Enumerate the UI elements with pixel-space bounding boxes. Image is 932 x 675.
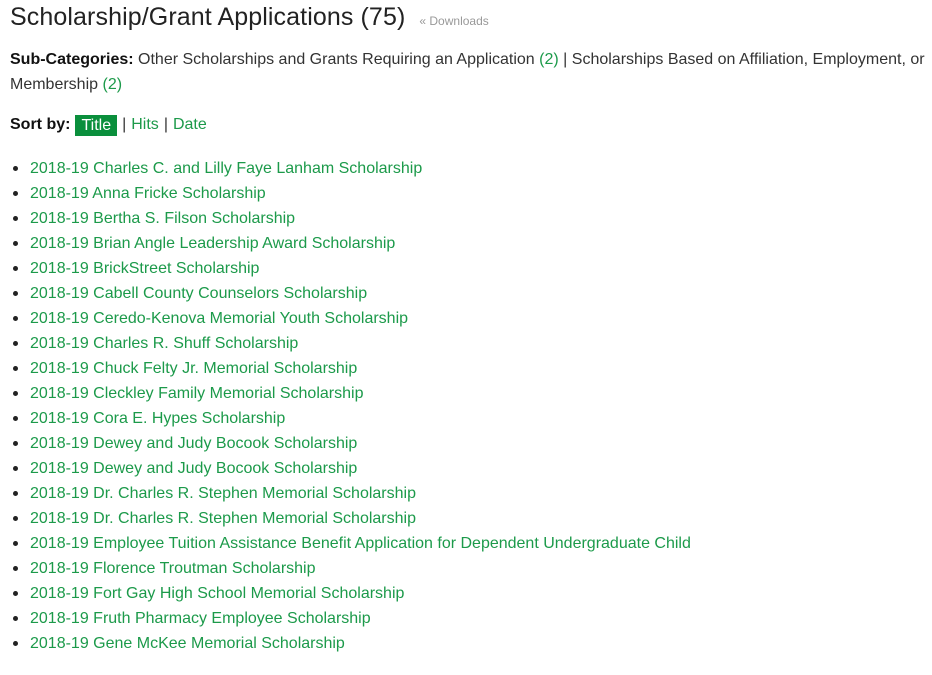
bullet-icon <box>13 441 18 446</box>
list-item <box>10 356 932 381</box>
list-item <box>10 181 932 206</box>
bullet-icon <box>13 541 18 546</box>
scholarship-link[interactable]: 2018-19 Chuck Felty Jr. Memorial Scholarship <box>30 360 358 377</box>
bullet-icon <box>13 291 18 296</box>
scholarship-link[interactable]: 2018-19 Employee Tuition Assistance Benefit Application for Dependent Undergraduate Child <box>30 535 691 552</box>
scholarship-link[interactable]: 2018-19 Dr. Charles R. Stephen Memorial Scholarship <box>30 485 416 502</box>
list-item <box>10 631 932 656</box>
sort-hits-link[interactable]: Hits <box>131 116 159 133</box>
bullet-icon <box>13 216 18 221</box>
list-item <box>10 556 932 581</box>
list-item <box>10 606 932 631</box>
bullet-icon <box>13 616 18 621</box>
subcategory-affiliation-link[interactable]: Scholarships Based on Affiliation, Employment, or Membership <box>10 51 925 93</box>
list-item <box>10 431 932 456</box>
list-item <box>10 381 932 406</box>
scholarship-list <box>10 156 932 656</box>
subcategory-other-scholarships-count: (2) <box>539 51 559 68</box>
scholarship-link[interactable]: 2018-19 Anna Fricke Scholarship <box>30 185 266 202</box>
scholarship-link[interactable]: 2018-19 Cleckley Family Memorial Scholarship <box>30 385 364 402</box>
scholarship-link[interactable]: 2018-19 Florence Troutman Scholarship <box>30 560 316 577</box>
title-row <box>10 3 932 37</box>
sort-by-label: Sort by: <box>10 116 71 133</box>
scholarship-link[interactable]: 2018-19 Dr. Charles R. Stephen Memorial Scholarship <box>30 510 416 527</box>
list-item <box>10 331 932 356</box>
list-item <box>10 306 932 331</box>
bullet-icon <box>13 316 18 321</box>
sub-categories <box>10 47 930 97</box>
list-item <box>10 281 932 306</box>
bullet-icon <box>13 516 18 521</box>
scholarship-link[interactable]: 2018-19 Cora E. Hypes Scholarship <box>30 410 286 427</box>
bullet-icon <box>13 366 18 371</box>
list-item <box>10 506 932 531</box>
list-item <box>10 231 932 256</box>
scholarship-link[interactable]: 2018-19 BrickStreet Scholarship <box>30 260 260 277</box>
scholarship-link[interactable]: 2018-19 Brian Angle Leadership Award Scholarship <box>30 235 396 252</box>
bullet-icon <box>13 391 18 396</box>
list-item <box>10 406 932 431</box>
list-item <box>10 206 932 231</box>
subcategory-other-scholarships-link[interactable]: Other Scholarships and Grants Requiring an Application <box>138 51 535 68</box>
bullet-icon <box>13 491 18 496</box>
scholarship-link[interactable]: 2018-19 Bertha S. Filson Scholarship <box>30 210 296 227</box>
list-item <box>10 456 932 481</box>
bullet-icon <box>13 341 18 346</box>
sub-categories-label: Sub-Categories: <box>10 51 134 68</box>
list-item <box>10 156 932 181</box>
scholarship-link[interactable]: 2018-19 Charles C. and Lilly Faye Lanham Scholarship <box>30 160 423 177</box>
list-item <box>10 581 932 606</box>
sort-separator: | <box>163 116 168 133</box>
downloads-link[interactable]: « Downloads <box>419 14 489 28</box>
subcategory-affiliation-count: (2) <box>102 76 123 93</box>
scholarship-link[interactable]: 2018-19 Ceredo-Kenova Memorial Youth Scholarship <box>30 310 409 327</box>
bullet-icon <box>13 416 18 421</box>
page-title: Scholarship/Grant Applications (75) <box>10 3 406 31</box>
subcategory-separator: | <box>563 51 568 68</box>
bullet-icon <box>13 166 18 171</box>
scholarship-link[interactable]: 2018-19 Cabell County Counselors Scholarship <box>30 285 368 302</box>
scholarship-link[interactable]: 2018-19 Dewey and Judy Bocook Scholarship <box>30 460 358 477</box>
list-item <box>10 256 932 281</box>
bullet-icon <box>13 641 18 646</box>
list-item <box>10 481 932 506</box>
scholarship-link[interactable]: 2018-19 Dewey and Judy Bocook Scholarship <box>30 435 358 452</box>
bullet-icon <box>13 566 18 571</box>
sort-date-link[interactable]: Date <box>172 116 207 133</box>
scholarship-link[interactable]: 2018-19 Fort Gay High School Memorial Scholarship <box>30 585 405 602</box>
list-item <box>10 531 932 556</box>
scholarship-link[interactable]: 2018-19 Charles R. Shuff Scholarship <box>30 335 299 352</box>
sort-separator: | <box>122 116 127 133</box>
bullet-icon <box>13 266 18 271</box>
bullet-icon <box>13 241 18 246</box>
sort-by-bar <box>10 114 932 136</box>
sort-title-button[interactable]: Title <box>75 115 117 136</box>
scholarship-link[interactable]: 2018-19 Gene McKee Memorial Scholarship <box>30 635 345 652</box>
bullet-icon <box>13 191 18 196</box>
bullet-icon <box>13 466 18 471</box>
bullet-icon <box>13 591 18 596</box>
scholarship-link[interactable]: 2018-19 Fruth Pharmacy Employee Scholarship <box>30 610 371 627</box>
page-container <box>0 3 932 656</box>
